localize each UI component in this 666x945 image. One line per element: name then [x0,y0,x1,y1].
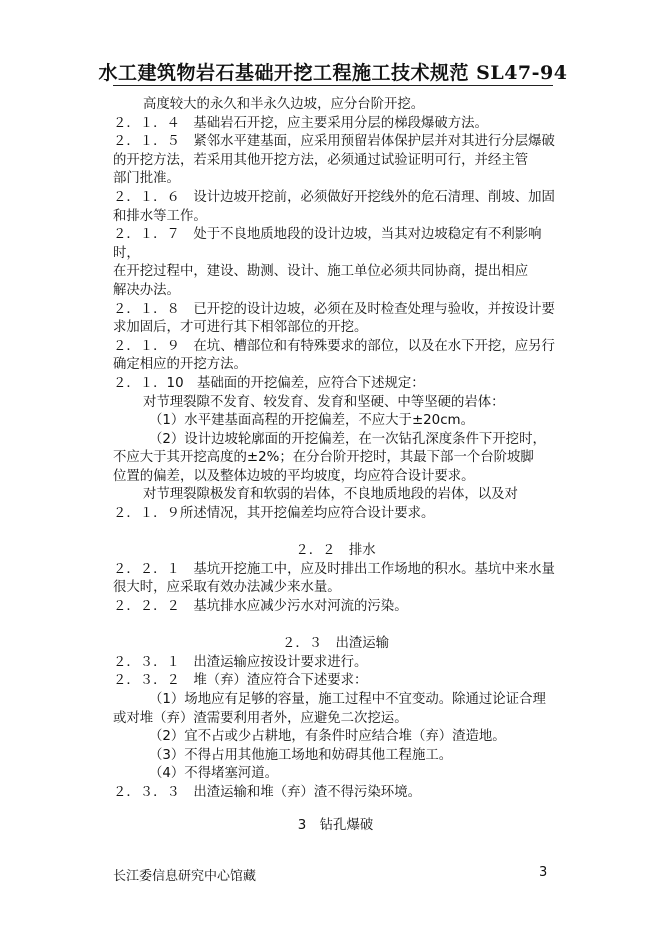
section-heading: ２．２ 排水 [295,543,376,559]
body-line: ２．２．１ 基坑开挖施工中，应及时排出工作场地的积水。基坑中来水量 [113,561,555,577]
body-line: ２．１．９ 在坑、槽部位和有特殊要求的部位，以及在水下开挖，应另行 [113,338,555,354]
body-line: ２．１．10 基础面的开挖偏差，应符合下述规定： [113,375,425,391]
body-line: ２．１．６ 设计边坡开挖前，必须做好开挖线外的危石清理、削坡、加固 [113,189,555,205]
body-line: ２．３．３ 出渣运输和堆（弃）渣不得污染环境。 [113,784,421,800]
body-line: 和排水等工作。 [113,208,207,224]
body-line: 很大时，应采取有效办法减少来水量。 [113,580,341,596]
body-line: 在开挖过程中，建设、勘测、设计、施工单位必须共同协商，提出相应 [113,264,529,280]
body-line: ２．２．２ 基坑排水应减少污水对河流的污染。 [113,599,408,615]
body-line: 高度较大的永久和半永久边坡，应分台阶开挖。 [143,97,425,112]
body-line: （3）不得占用其他施工场地和妨碍其他工程施工。 [149,747,453,763]
body-line: ２．１．８ 已开挖的设计边坡，必须在及时检查处理与验收，并按设计要 [113,301,555,317]
body-line: ２．１．７ 处于不良地质地段的设计边坡，当其对边坡稳定有不利影响时， [113,227,542,261]
document-body [113,96,558,835]
body-line: ２．１．４ 基础岩石开挖，应主要采用分层的梯段爆破方法。 [113,115,488,131]
body-line: ２．１．９所述情况，其开挖偏差均应符合设计要求。 [113,506,435,522]
document-header-title: 水工建筑物岩石基础开挖工程施工技术规范 SL47-94 [98,62,568,84]
body-line: 位置的偏差，以及整体边坡的平均坡度，均应符合设计要求。 [113,468,475,484]
body-line: 不应大于其开挖高度的±2%；在分台阶开挖时，其最下部一个台阶坡脚 [113,450,534,466]
body-line: 对节理裂隙不发育、较发育、发育和坚硬、中等坚硬的岩体： [143,394,505,410]
body-line: ２．３．１ 出渣运输应按设计要求进行。 [113,654,368,670]
body-line: （4）不得堵塞河道。 [149,766,279,782]
body-line: ２．３．２ 堆（弃）渣应符合下述要求： [113,673,368,689]
body-line: （2）设计边坡轮廓面的开挖偏差，在一次钻孔深度条件下开挖时， [149,431,546,447]
body-line: 部门批准。 [113,171,180,187]
body-line: （1）场地应有足够的容量，施工过程中不宜变动。除通过论证合理 [149,692,546,707]
body-line: 的开挖方法，若采用其他开挖方法，必须通过试验证明可行，并经主管 [113,152,529,168]
body-line: ２．１．５ 紧邻水平建基面，应采用预留岩体保护层并对其进行分层爆破 [113,134,555,150]
section-heading: 3 钻孔爆破 [297,817,374,833]
body-line: 确定相应的开挖方法。 [113,357,247,373]
page-number: 3 [539,865,548,880]
body-line: 对节理裂隙极发育和软弱的岩体，不良地质地段的岩体，以及对 [143,487,518,503]
section-heading: ２．３ 出渣运输 [281,636,390,652]
header-divider [113,85,553,86]
footer-source: 长江委信息研究中心馆藏 [113,869,257,884]
body-line: （2）宜不占或少占耕地，有条件时应结合堆（弃）渣造地。 [149,729,506,745]
body-line: 或对堆（弃）渣需要利用者外，应避免二次挖运。 [113,710,408,726]
body-line: （1）水平建基面高程的开挖偏差，不应大于±20cm。 [149,413,474,429]
body-line: 解决办法。 [113,282,180,298]
body-line: 求加固后，才可进行其下相邻部位的开挖。 [113,320,368,336]
